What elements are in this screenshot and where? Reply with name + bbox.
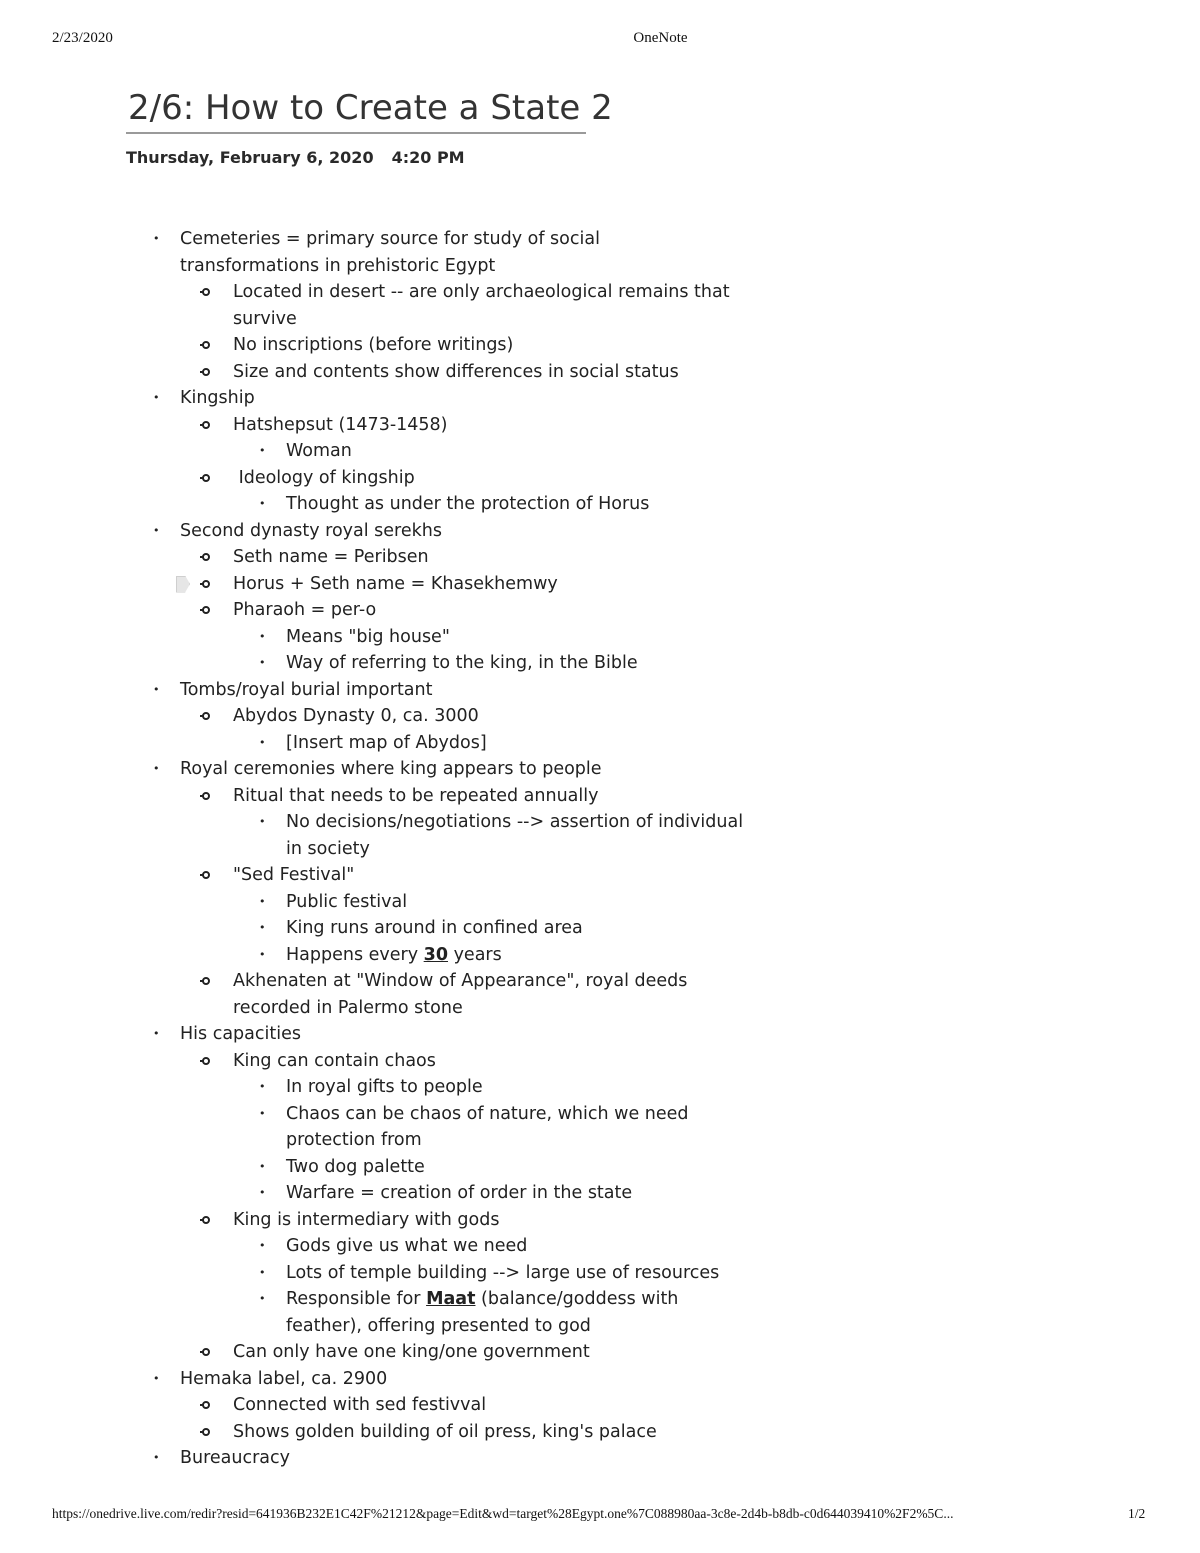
bullet-icon: • (153, 1451, 160, 1464)
bullet-icon: • (259, 656, 266, 669)
app-name: OneNote (633, 30, 688, 46)
circle-bullet-icon (202, 1401, 210, 1409)
source-url[interactable]: https://onedrive.live.com/redir?resid=641936B232E1C42F%21212&page=Edit&wd=target%28Egypt.one%7C088980aa-3c8e-2d4b-b8db-c0d644039410%2F2%5C... (52, 1506, 954, 1521)
bullet-icon: • (259, 1265, 266, 1279)
list-item: • His capacities (0, 1021, 1200, 1048)
bullet-icon: • (153, 682, 160, 696)
circle-bullet-icon (202, 977, 210, 985)
list-item: • Thought as under the protection of Horus (0, 491, 1200, 518)
list-item: Hatshepsut (1473-1458) (0, 412, 1200, 439)
bullet-icon: • (153, 1027, 160, 1040)
list-item: Size and contents show differences in social status (0, 359, 1200, 386)
page-date: Thursday, February 6, 2020 (126, 148, 374, 167)
list-item: • Lots of temple building --> large use of resources (0, 1260, 1200, 1287)
circle-bullet-icon (202, 1057, 210, 1065)
list-item: Ritual that needs to be repeated annually (0, 783, 1200, 810)
bullet-icon: • (259, 1292, 266, 1305)
bullet-icon: • (259, 1159, 266, 1173)
list-item: • Chaos can be chaos of nature, which we need protection from (0, 1101, 1200, 1154)
list-item: • Woman (0, 438, 1200, 465)
title-underline (126, 132, 586, 134)
list-item: Shows golden building of oil press, king's palace (0, 1419, 1200, 1446)
list-item: Abydos Dynasty 0, ca. 3000 (0, 703, 1200, 730)
list-item: • Responsible for Maat (balance/goddess with feather), offering presented to god (0, 1286, 1200, 1339)
bullet-icon: • (153, 232, 160, 245)
highlight-term: Maat (426, 1289, 476, 1309)
list-item: • King runs around in confined area (0, 915, 1200, 942)
bullet-icon: • (259, 1106, 266, 1120)
list-item: Seth name = Peribsen (0, 544, 1200, 571)
list-item: Located in desert -- are only archaeological remains that survive (0, 279, 1200, 332)
bullet-icon: • (259, 629, 266, 643)
list-item: King is intermediary with gods (0, 1207, 1200, 1234)
bullet-icon: • (259, 1186, 266, 1199)
circle-bullet-icon (202, 606, 210, 614)
bullet-icon: • (259, 921, 266, 934)
circle-bullet-icon (202, 580, 210, 588)
bullet-icon: • (153, 762, 160, 775)
list-item: "Sed Festival" (0, 862, 1200, 889)
list-item: • Warfare = creation of order in the state (0, 1180, 1200, 1207)
list-item: • Two dog palette (0, 1154, 1200, 1181)
circle-bullet-icon (202, 1216, 210, 1224)
list-item: Akhenaten at "Window of Appearance", royal deeds recorded in Palermo stone (0, 968, 1200, 1021)
highlight-number: 30 (423, 944, 449, 965)
bullet-icon: • (259, 947, 266, 961)
circle-bullet-icon (202, 474, 210, 482)
list-item: • Public festival (0, 889, 1200, 916)
list-item: • Second dynasty royal serekhs (0, 518, 1200, 545)
list-item: • No decisions/negotiations --> assertion of individual in society (0, 809, 1200, 862)
page-time: 4:20 PM (391, 148, 465, 167)
list-item: • Royal ceremonies where king appears to people (0, 756, 1200, 783)
list-item: • Hemaka label, ca. 2900 (0, 1366, 1200, 1393)
list-item: • [Insert map of Abydos] (0, 730, 1200, 757)
list-item: Ideology of kingship (0, 465, 1200, 492)
list-item: • Means "big house" (0, 624, 1200, 651)
list-item: • Tombs/royal burial important (0, 677, 1200, 704)
list-item: • In royal gifts to people (0, 1074, 1200, 1101)
circle-bullet-icon (202, 871, 210, 879)
list-item: Can only have one king/one government (0, 1339, 1200, 1366)
list-item: Horus + Seth name = Khasekhemwy (0, 571, 1200, 598)
circle-bullet-icon (202, 553, 210, 561)
circle-bullet-icon (202, 1348, 210, 1356)
note-body[interactable] (0, 226, 1200, 1472)
list-item: • Way of referring to the king, in the Bible (0, 650, 1200, 677)
print-date: 2/23/2020 (52, 30, 113, 46)
page-timestamp (126, 148, 465, 167)
circle-bullet-icon (202, 792, 210, 800)
list-item: • Cemeteries = primary source for study of social transformations in prehistoric Egypt (0, 226, 1200, 279)
page-number: 1/2 (1128, 1506, 1146, 1521)
bullet-icon: • (153, 391, 160, 404)
circle-bullet-icon (202, 712, 210, 720)
circle-bullet-icon (202, 1428, 210, 1436)
circle-bullet-icon (202, 368, 210, 376)
list-item: No inscriptions (before writings) (0, 332, 1200, 359)
list-item: King can contain chaos (0, 1048, 1200, 1075)
list-item: • Kingship (0, 385, 1200, 412)
bullet-icon: • (259, 815, 266, 828)
list-item: Connected with sed festivval (0, 1392, 1200, 1419)
bullet-icon: • (259, 497, 266, 510)
list-item: • Happens every 30 years (0, 942, 1200, 969)
circle-bullet-icon (202, 341, 210, 349)
list-item: Pharaoh = per-o (0, 597, 1200, 624)
circle-bullet-icon (202, 421, 210, 429)
bullet-icon: • (153, 523, 160, 537)
circle-bullet-icon (202, 288, 210, 296)
bullet-icon: • (259, 1080, 266, 1093)
list-item: • Bureaucracy (0, 1445, 1200, 1472)
list-item: • Gods give us what we need (0, 1233, 1200, 1260)
bullet-icon: • (259, 1239, 266, 1252)
bullet-icon: • (153, 1371, 160, 1385)
bullet-icon: • (259, 894, 266, 908)
bullet-icon: • (259, 444, 266, 457)
bullet-icon: • (259, 735, 266, 749)
page-title: 2/6: How to Create a State 2 (128, 88, 613, 128)
